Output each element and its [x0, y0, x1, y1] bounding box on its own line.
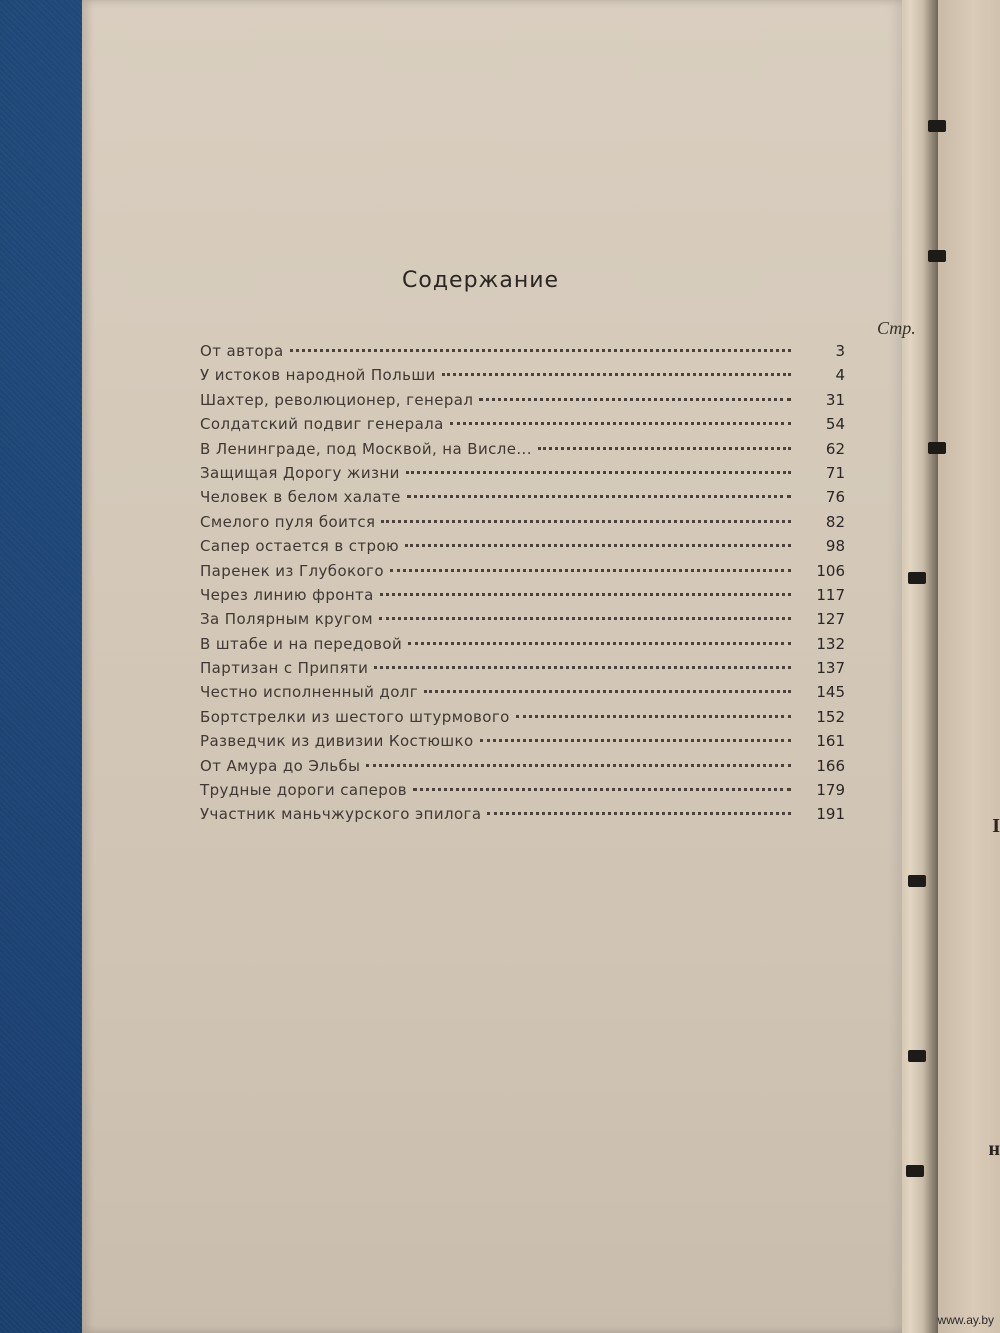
dot-leader — [407, 495, 791, 498]
contents-entry — [200, 391, 845, 415]
entry-page: 54 — [825, 415, 845, 434]
entry-title: Через линию фронта — [200, 585, 374, 604]
dot-leader — [366, 764, 791, 767]
stitch-mark — [906, 1165, 924, 1177]
entry-title: Защищая Дорогу жизни — [200, 463, 400, 482]
stitch-mark — [908, 572, 926, 584]
contents-entry — [200, 708, 845, 732]
dot-leader — [480, 739, 791, 742]
contents-entry — [200, 732, 845, 756]
page-column-header: Стр. — [877, 318, 916, 338]
contents-entry — [200, 781, 845, 805]
entry-title: В Ленинграде, под Москвой, на Висле... — [200, 439, 532, 458]
entry-title: Сапер остается в строю — [200, 537, 400, 556]
entry-title: Человек в белом халате — [200, 488, 401, 507]
dot-leader — [479, 398, 791, 401]
entry-title: Солдатский подвиг генерала — [200, 415, 444, 434]
entry-title: Участник маньчжурского эпилога — [200, 805, 482, 824]
entry-page: 82 — [825, 512, 845, 531]
entry-title: Честно исполненный долг — [200, 683, 419, 702]
contents-entry — [200, 513, 845, 537]
stitch-mark — [908, 875, 926, 887]
dot-leader — [516, 715, 791, 718]
dot-leader — [424, 690, 791, 693]
contents-entry — [200, 415, 845, 439]
dot-leader — [413, 788, 791, 791]
contents-entry — [200, 464, 845, 488]
entry-page: 71 — [825, 463, 845, 482]
contents-entry — [200, 757, 845, 781]
entry-title: От автора — [200, 342, 284, 360]
entry-title: За Полярным кругом — [200, 610, 373, 629]
entry-page: 152 — [816, 707, 845, 726]
dot-leader — [290, 349, 791, 352]
dot-leader — [379, 617, 791, 620]
entry-page: 98 — [825, 537, 845, 556]
contents-entry — [200, 805, 845, 829]
stitch-mark — [928, 250, 946, 262]
dot-leader — [390, 569, 791, 572]
next-page-letter: I — [992, 815, 1000, 837]
stitch-mark — [928, 120, 946, 132]
contents-list — [200, 342, 845, 830]
entry-page: 4 — [835, 366, 845, 385]
entry-title: Смелого пуля боится — [200, 512, 376, 531]
entry-page: 31 — [825, 390, 845, 409]
entry-title: Шахтер, революционер, генерал — [200, 390, 474, 409]
dot-leader — [487, 812, 791, 815]
stitch-mark — [908, 1050, 926, 1062]
next-page-edge — [935, 0, 1000, 1333]
entry-page: 127 — [816, 610, 845, 629]
entry-title: У истоков народной Польши — [200, 366, 436, 385]
entry-title: Разведчик из дивизии Костюшко — [200, 732, 474, 751]
entry-page: 161 — [816, 732, 845, 751]
contents-entry — [200, 635, 845, 659]
contents-entry — [200, 610, 845, 634]
entry-title: В штабе и на передовой — [200, 634, 403, 653]
contents-entry — [200, 683, 845, 707]
contents-entry — [200, 488, 845, 512]
entry-page: 132 — [816, 634, 845, 653]
entry-page: 62 — [825, 439, 845, 458]
entry-title: Партизан с Припяти — [200, 659, 369, 678]
entry-page: 117 — [816, 585, 845, 604]
entry-title: Трудные дороги саперов — [200, 781, 408, 800]
dot-leader — [406, 471, 791, 474]
contents-entry — [200, 440, 845, 464]
entry-page: 137 — [816, 659, 845, 678]
contents-entry — [200, 366, 845, 390]
entry-page: 191 — [816, 805, 845, 824]
dot-leader — [442, 373, 791, 376]
entry-page: 106 — [816, 561, 845, 580]
entry-page: 3 — [835, 342, 845, 360]
contents-entry — [200, 562, 845, 586]
dot-leader — [450, 422, 791, 425]
next-page-letter: н — [988, 1138, 1000, 1160]
dot-leader — [538, 447, 791, 450]
dot-leader — [380, 593, 791, 596]
entry-page: 145 — [816, 683, 845, 702]
entry-page: 76 — [825, 488, 845, 507]
entry-page: 179 — [816, 781, 845, 800]
dot-leader — [405, 544, 791, 547]
contents-entry — [200, 537, 845, 561]
contents-entry — [200, 586, 845, 610]
entry-title: Паренек из Глубокого — [200, 561, 384, 580]
dot-leader — [374, 666, 791, 669]
contents-entry — [200, 342, 845, 366]
contents-entry — [200, 659, 845, 683]
dot-leader — [408, 642, 791, 645]
entry-title: Бортстрелки из шестого штурмового — [200, 707, 510, 726]
stitch-mark — [928, 442, 946, 454]
contents-title: Содержание — [402, 268, 560, 293]
dot-leader — [381, 520, 791, 523]
entry-title: От Амура до Эльбы — [200, 756, 361, 775]
watermark: www.ay.by — [937, 1313, 994, 1327]
entry-page: 166 — [816, 756, 845, 775]
